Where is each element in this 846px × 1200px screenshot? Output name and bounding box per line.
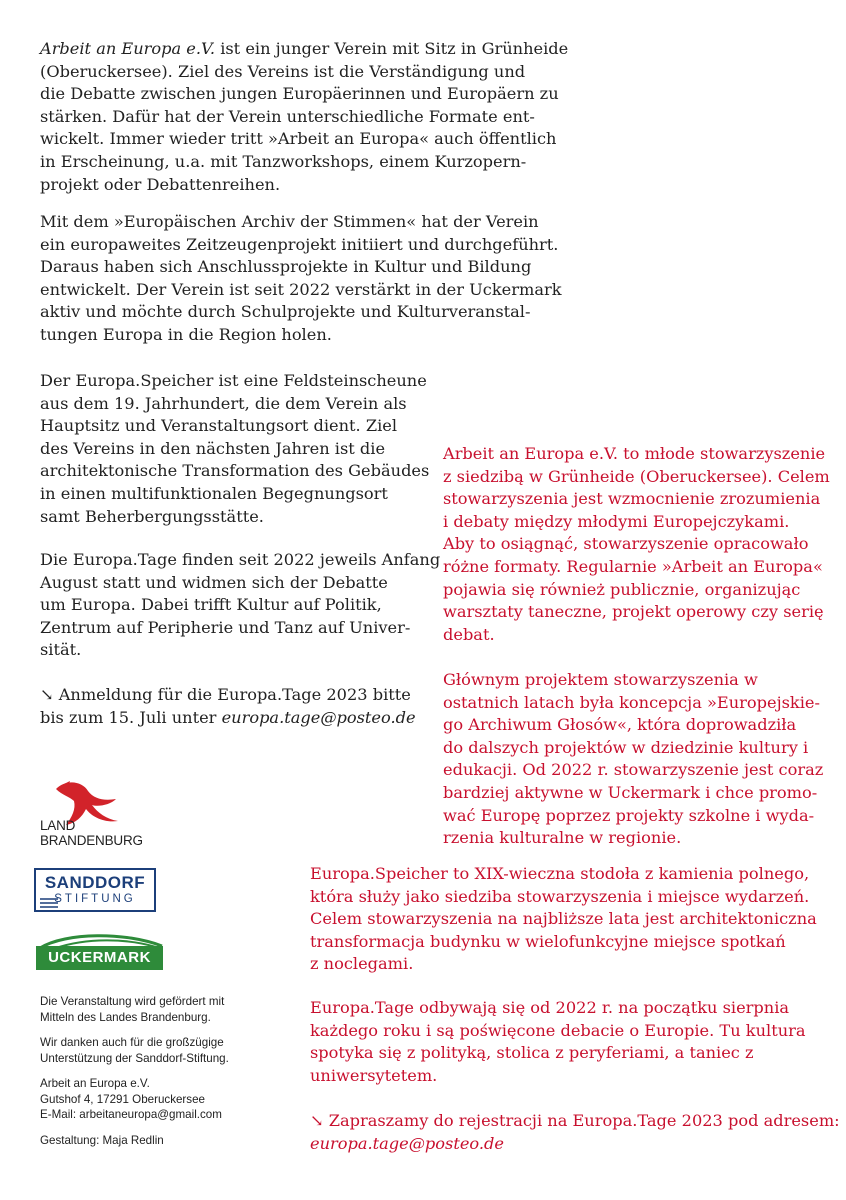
german-paragraph-1-text: ist ein junger Verein mit Sitz in Grünheide (Oberuckersee). Ziel des Vereins ist die Verständigung und die Debatte zwischen jungen Europäerinnen und Europäern zu stärken. Dafür hat der Verein unterschiedliche Formate ent- wickelt. Immer wieder tritt »Arbeit an Europa« auch öffentlich in Erscheinung, u.a. mit Tanzworkshops, einem Kurzopern- projekt oder Debattenreihen.: [40, 39, 569, 194]
sanddorf-logo-name: SANDDORF: [44, 873, 146, 892]
german-paragraph-4: Die Europa.Tage finden seit 2022 jeweils Anfang August statt und widmen sich der Debatte um Europa. Dabei trifft Kultur auf Politik, Zentrum auf Peripherie und Tanz auf Univer- sität.: [40, 550, 441, 660]
design-credit: Gestaltung: Maja Redlin: [40, 1134, 164, 1147]
german-registration-email[interactable]: europa.tage@posteo.de: [221, 707, 416, 727]
address-block: Arbeit an Europa e.V. Gutshof 4, 17291 Oberuckersee E-Mail: arbeitaneuropa@gmail.com: [40, 1077, 222, 1122]
polish-registration: [310, 1110, 840, 1155]
german-paragraph-2: Mit dem »Europäischen Archiv der Stimmen« hat der Verein ein europaweites Zeitzeugenprojekt initiiert und durchgeführt. Daraus haben sich Anschlussprojekte in Kultur und Bildung entwickelt. Der Verein ist seit 2022 verstärkt in der Uckermark aktiv und möchte durch Schulprojekte und Kulturveranstal- tungen Europa in die Region holen.: [40, 212, 562, 344]
german-paragraph-1: [40, 38, 568, 196]
uckermark-logo-text: UCKERMARK: [36, 946, 163, 970]
sanddorf-logo-sub: STIFTUNG: [54, 893, 136, 905]
polish-paragraph-1: Arbeit an Europa e.V. to młode stowarzyszenie z siedzibą w Grünheide (Oberuckersee). Celem stowarzyszenia jest wzmocnienie zrozumienia i debaty między młodymi Europejczykami. Aby to osiągnąć, stowarzyszenie opracowało różne formaty. Regularnie »Arbeit an Europa« pojawia się również publicznie, organizując warsztaty taneczne, projekt operowy czy serię debat.: [443, 444, 830, 644]
polish-paragraph-2: Głównym projektem stowarzyszenia w ostatnich latach była koncepcja »Europejskie- go Archiwum Głosów«, która doprowadziła do dalszych projektów w dziedzinie kultury i edukacji. Od 2022 r. stowarzyszenie jest coraz bardziej aktywne w Uckermark i chce promo- wać Europę poprzez projekty szkolne i wyda- rzenia kulturalne w regionie.: [443, 670, 824, 848]
german-registration-text: ↘ Anmeldung für die Europa.Tage 2023 bitte bis zum 15. Juli unter: [40, 685, 411, 727]
funding-note: Die Veranstaltung wird gefördert mit Mitteln des Landes Brandenburg.: [40, 995, 225, 1024]
german-registration: [40, 684, 416, 729]
sanddorf-stiftung-logo: [34, 868, 156, 912]
brandenburg-logo-text: LAND BRANDENBURG: [40, 818, 143, 848]
uckermark-logo: [36, 934, 166, 974]
polish-registration-email[interactable]: europa.tage@posteo.de: [310, 1133, 504, 1153]
thanks-note: Wir danken auch für die großzügige Unterstützung der Sanddorf-Stiftung.: [40, 1036, 229, 1065]
polish-paragraph-3: Europa.Speicher to XIX-wieczna stodoła z kamienia polnego, która służy jako siedziba stowarzyszenia i miejsce wydarzeń. Celem stowarzyszenia na najbliższe lata jest architektoniczna transformacja budynku w wielofunkcyjne miejsce spotkań z noclegami.: [310, 864, 817, 974]
polish-registration-text: ↘ Zapraszamy do rejestracji na Europa.Tage 2023 pod adresem:: [310, 1111, 840, 1130]
polish-paragraph-4: Europa.Tage odbywają się od 2022 r. na początku sierpnia każdego roku i są poświęcone debacie o Europie. Tu kultura spotyka się z polityką, stolica z peryferiami, a taniec z uniwersytetem.: [310, 998, 806, 1085]
german-paragraph-3: Der Europa.Speicher ist eine Feldsteinscheune aus dem 19. Jahrhundert, die dem Verein als Hauptsitz und Veranstaltungsort dient. Ziel des Vereins in den nächsten Jahren ist die architektonische Transformation des Gebäudes in einen multifunktionalen Begegnungsort samt Beherbergungsstätte.: [40, 371, 430, 526]
german-org-name: Arbeit an Europa e.V.: [40, 39, 216, 58]
